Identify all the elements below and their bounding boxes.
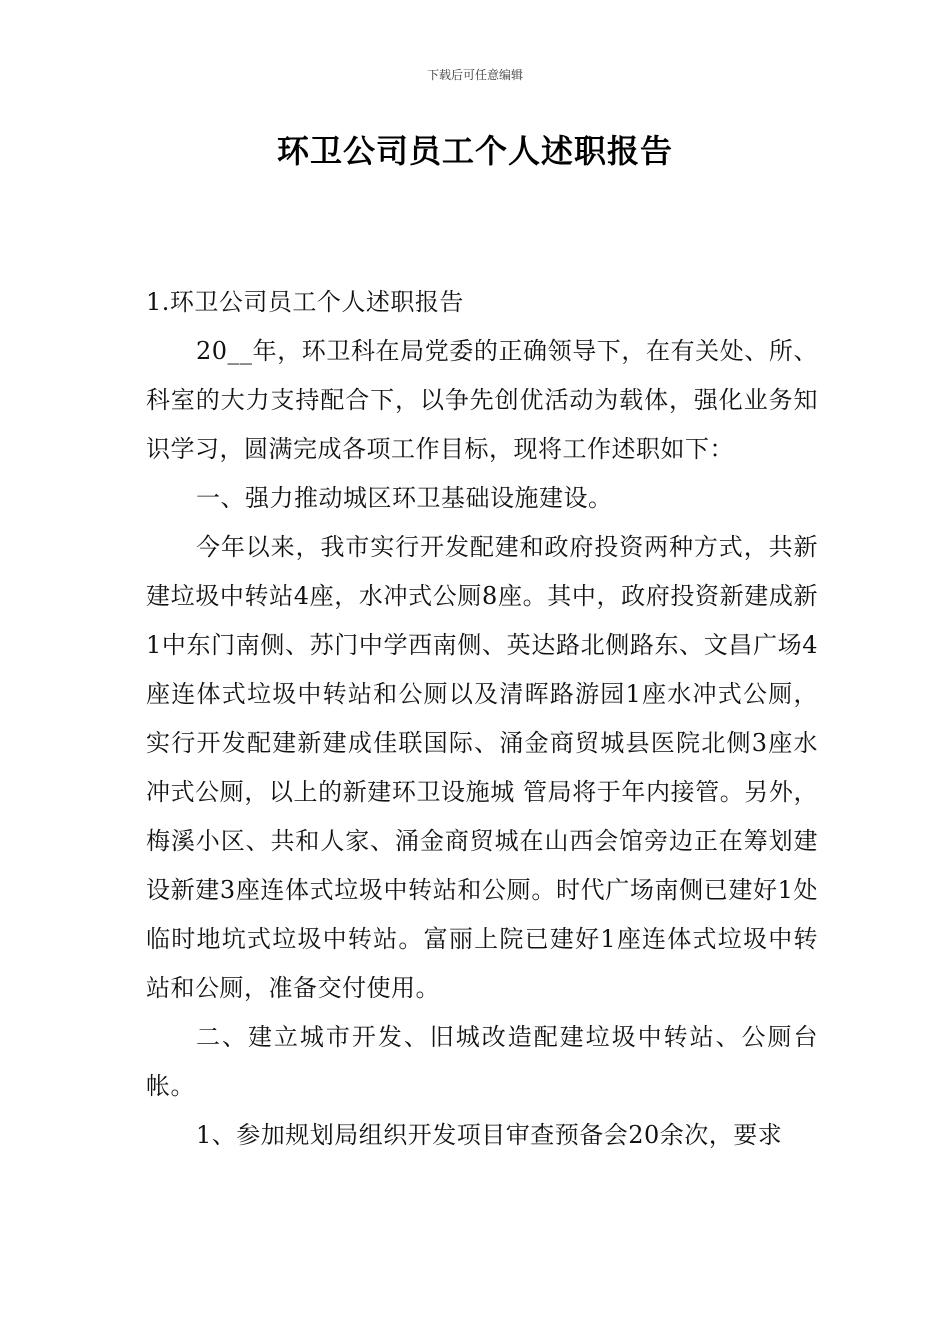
paragraph: 20__年，环卫科在局党委的正确领导下，在有关处、所、科室的大力支持配合下，以争先创优活动为载体，强化业务知识学习，圆满完成各项工作目标，现将工作述职如下：: [146, 337, 818, 463]
header-note: 下载后可任意编辑: [426, 68, 523, 82]
paragraph: 1、参加规划局组织开发项目审查预备会20余次，要求: [196, 1121, 783, 1149]
document-body: [146, 278, 818, 1160]
document-title: 环卫公司员工个人述职报告: [276, 132, 673, 170]
paragraph: 二、建立城市开发、旧城改造配建垃圾中转站、公厕台帐。: [146, 1023, 818, 1100]
section-heading: 1.环卫公司员工个人述职报告: [146, 288, 464, 316]
paragraph: 今年以来，我市实行开发配建和政府投资两种方式，共新建垃圾中转站4座，水冲式公厕8座。其中，政府投资新建成新1中东门南侧、苏门中学西南侧、英达路北侧路东、文昌广场4座连体式垃圾中转站和公厕以及清晖路游园1座水冲式公厕，实行开发配建新建成佳联国际、涌金商贸城县医院北侧3座水冲式公厕，以上的新建环卫设施城 管局将于年内接管。另外，梅溪小区、共和人家、涌金商贸城在山西会馆旁边正在筹划建设新建3座连体式垃圾中转站和公厕。时代广场南侧已建好1处临时地坑式垃圾中转站。富丽上院已建好1座连体式垃圾中转站和公厕，准备交付使用。: [146, 533, 818, 1002]
paragraph: 一、强力推动城区环卫基础设施建设。: [196, 484, 613, 512]
